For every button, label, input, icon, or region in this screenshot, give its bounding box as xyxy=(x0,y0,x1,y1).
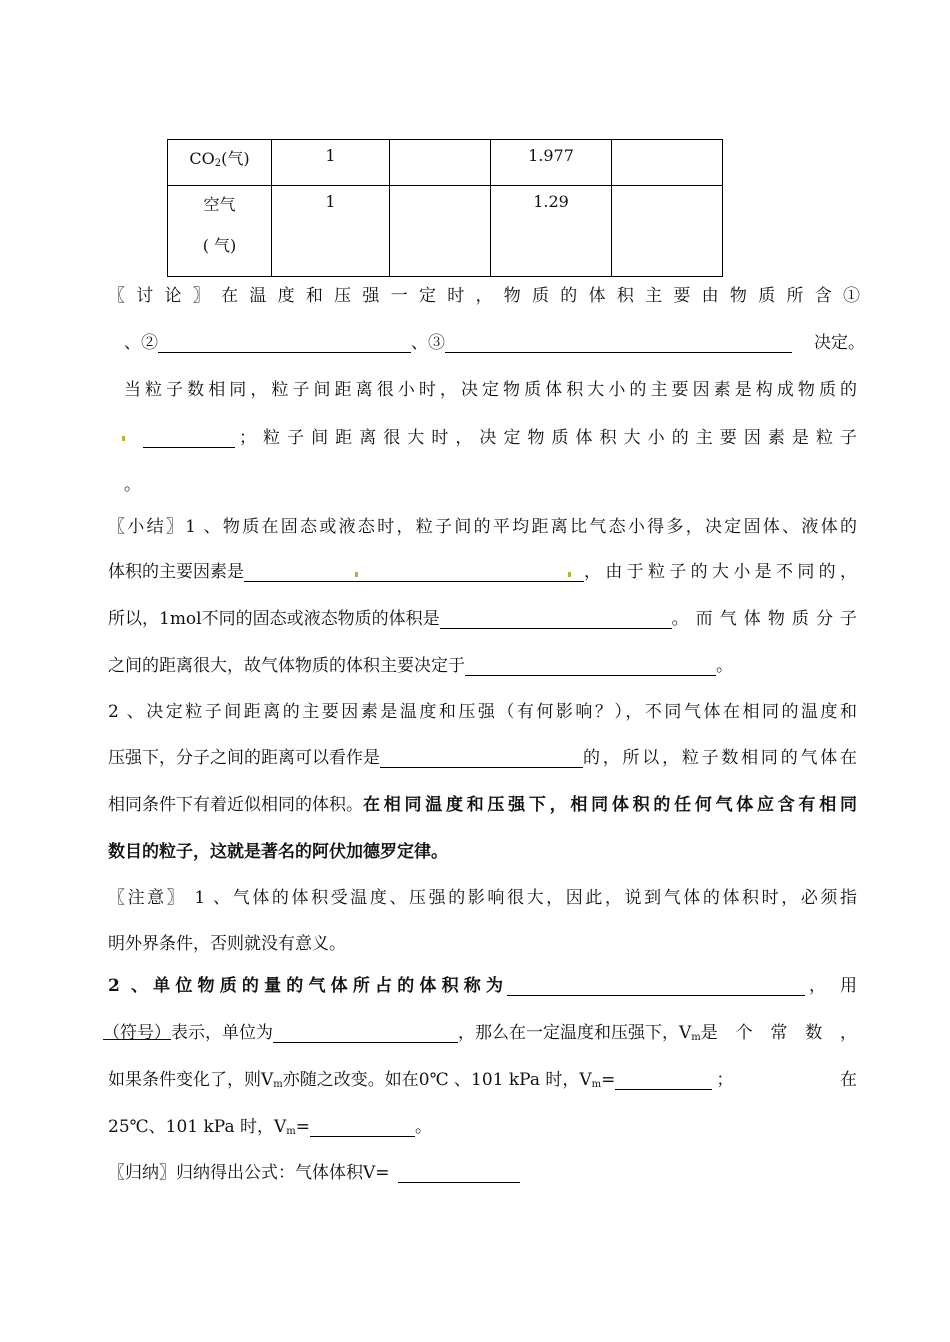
amount-cell: 1 xyxy=(272,186,390,277)
discussion-line-3: 当粒子数相同，粒子间距离很小时，决定物质体积大小的主要因素是构成物质的 xyxy=(124,380,857,400)
induction-line xyxy=(108,1158,520,1183)
answer-blank[interactable] xyxy=(380,749,583,768)
summary-text: 。而气体物质分子 xyxy=(671,609,857,629)
amount-cell: 1 xyxy=(272,140,390,186)
empty-cell xyxy=(390,140,491,186)
discussion-line-1: 〖讨论〗在温度和压强一定时，物质的体积主要由物质所含① xyxy=(108,286,860,306)
answer-blank[interactable] xyxy=(440,610,672,629)
discussion-line-4-text: ；粒子间距离很大时，决定物质体积大小的主要因素是粒子 xyxy=(239,428,857,448)
vm-subscript: m xyxy=(691,1032,701,1043)
answer-blank[interactable] xyxy=(310,1118,415,1137)
blank-label: 、② xyxy=(124,333,158,353)
summary-text: 之间的距离很大，故气体物质的体积主要决定于 xyxy=(108,656,465,676)
answer-blank[interactable] xyxy=(273,1024,458,1043)
mark-dot xyxy=(568,572,571,577)
mark-dot xyxy=(355,572,358,577)
empty-cell xyxy=(612,140,723,186)
note-text: 。 xyxy=(415,1117,433,1137)
summary-text: ，由于粒子的大小是不同的， xyxy=(584,562,857,582)
answer-blank[interactable] xyxy=(143,429,235,448)
table-row xyxy=(168,140,723,186)
summary-text: 。 xyxy=(716,656,733,676)
summary-text: 相同条件下有着近似相同的体积。 xyxy=(108,795,363,815)
note-line-1: 〖注意〗 1 、气体的体积受温度、压强的影响很大，因此，说到气体的体积时，必须指 xyxy=(108,888,857,908)
summary-line-3 xyxy=(108,604,857,629)
summary-p2-line-1: 2 、决定粒子间距离的主要因素是温度和压强（有何影响？），不同气体在相同的温度和 xyxy=(108,702,857,722)
note-text: 2 、单位物质的量的气体所占的体积称为 xyxy=(108,976,503,996)
discussion-line-2 xyxy=(124,328,865,353)
note-text: ，那么在一定温度和压强下，V xyxy=(458,1023,692,1043)
gas-density-table xyxy=(167,139,723,277)
discussion-end: 决定。 xyxy=(814,333,865,353)
note-line-5 xyxy=(108,1065,857,1090)
summary-line-4 xyxy=(108,651,733,676)
note-text: = xyxy=(601,1070,616,1090)
note-line-2: 明外界条件，否则就没有意义。 xyxy=(108,934,346,954)
note-text: 表示，单位为 xyxy=(171,1023,273,1043)
induction-text: 〖归纳〗归纳得出公式：气体体积V= xyxy=(108,1163,390,1183)
summary-p2-line-3 xyxy=(108,790,857,815)
note-text: 亦随之改变。如在0℃ 、101 kPa 时，V xyxy=(282,1070,592,1090)
blank-label: 、③ xyxy=(411,333,445,353)
vm-subscript: m xyxy=(286,1126,296,1137)
answer-blank[interactable] xyxy=(615,1071,712,1090)
note-line-4 xyxy=(103,1018,857,1043)
summary-text: 所以，1mol不同的固态或液态物质的体积是 xyxy=(108,609,440,629)
answer-blank[interactable] xyxy=(507,977,805,996)
note-text: 如果条件变化了，则V xyxy=(108,1070,274,1090)
discussion-line-4 xyxy=(143,423,857,448)
substance-cell: 空气 ( 气) xyxy=(168,186,272,277)
summary-line-2 xyxy=(108,557,857,582)
summary-line-1: 〖小结〗1 、物质在固态或液态时，粒子间的平均距离比气态小得多，决定固体、液体的 xyxy=(108,517,857,537)
vm-subscript: m xyxy=(591,1079,602,1090)
answer-blank[interactable] xyxy=(445,334,792,353)
summary-text: 的，所以，粒子数相同的气体在 xyxy=(583,748,857,768)
note-text: ，用 xyxy=(809,976,857,996)
answer-blank[interactable] xyxy=(158,334,411,353)
note-line-3 xyxy=(108,971,857,996)
summary-p2-line-2 xyxy=(108,743,857,768)
substance-cell: $CO_2$(气) xyxy=(168,140,272,186)
mark-dot xyxy=(122,436,125,441)
formula-blank[interactable] xyxy=(398,1164,520,1183)
note-line-6 xyxy=(108,1112,432,1137)
avogadro-law-text: 在相同温度和压强下，相同体积的任何气体应含有相同 xyxy=(363,795,857,815)
empty-cell xyxy=(612,186,723,277)
symbol-blank-label: （符号） xyxy=(103,1023,171,1043)
empty-cell xyxy=(390,186,491,277)
density-cell: 1.29 xyxy=(491,186,612,277)
note-text: 是个常数， xyxy=(700,1023,857,1043)
answer-blank[interactable] xyxy=(244,563,584,582)
note-text: 25℃、101 kPa 时，V xyxy=(108,1117,287,1137)
summary-text: 压强下，分子之间的距离可以看作是 xyxy=(108,748,380,768)
summary-text: 体积的主要因素是 xyxy=(108,562,244,582)
table-row xyxy=(168,186,723,277)
note-text: ；在 xyxy=(716,1070,857,1090)
answer-blank[interactable] xyxy=(465,657,716,676)
discussion-line-5: 。 xyxy=(124,475,141,495)
vm-subscript: m xyxy=(273,1079,283,1090)
summary-p2-line-4: 数目的粒子，这就是著名的阿伏加德罗定律。 xyxy=(108,842,448,862)
note-text: = xyxy=(295,1117,311,1137)
density-cell: 1.977 xyxy=(491,140,612,186)
